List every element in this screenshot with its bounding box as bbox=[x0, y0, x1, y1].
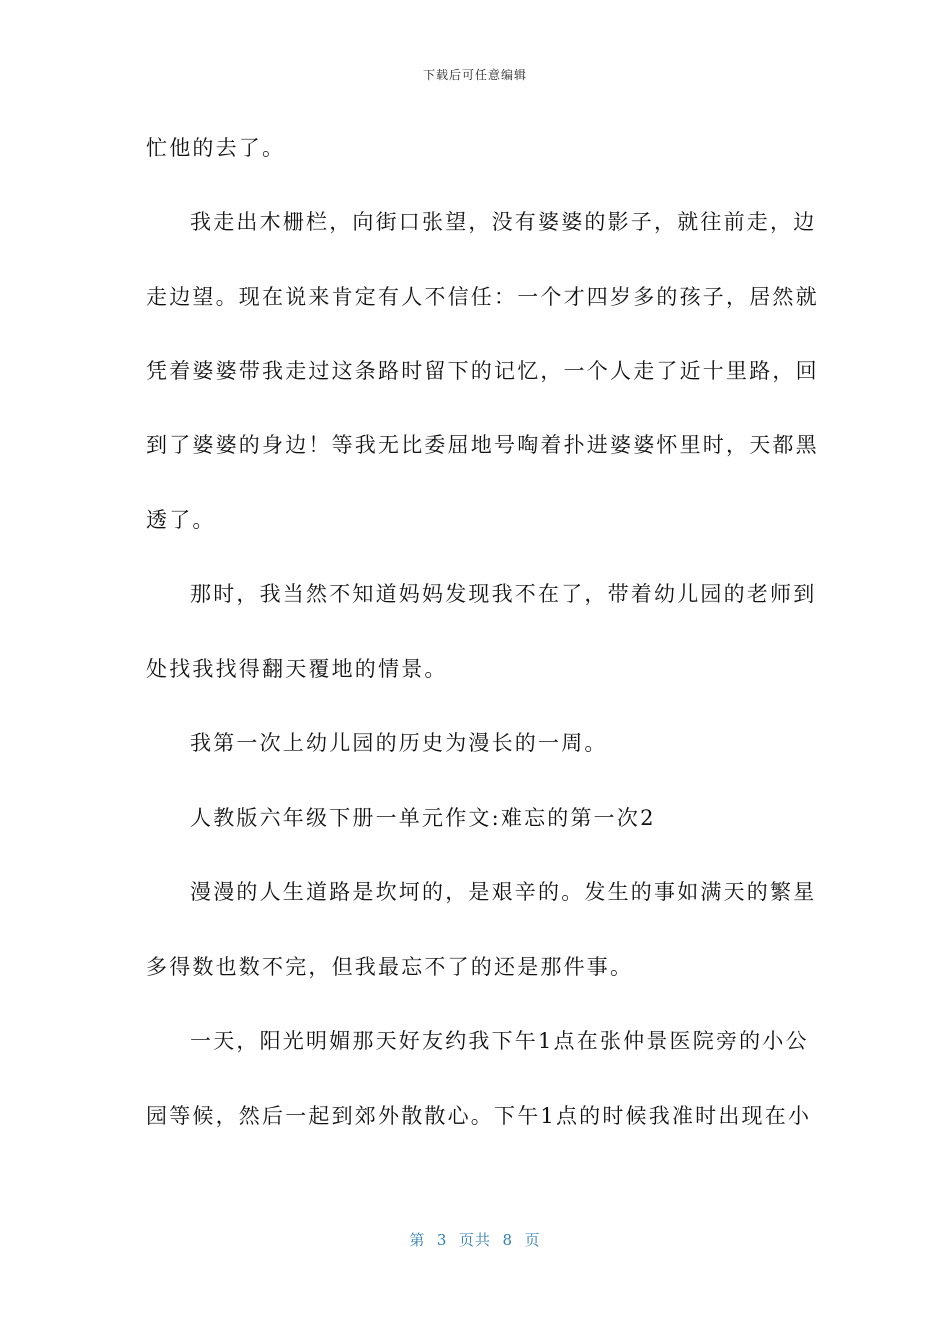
section-title: 人教版六年级下册一单元作文:难忘的第一次2 bbox=[190, 806, 656, 830]
paragraph-first-line: 漫漫的人生道路是坎坷的，是艰辛的。发生的事如满天的繁星 bbox=[190, 880, 817, 904]
paragraph-first-line: 我走出木栅栏，向街口张望，没有婆婆的影子，就往前走，边 bbox=[190, 210, 817, 234]
text-line: 到了婆婆的身边！等我无比委屈地号啕着扑进婆婆怀里时，天都黑 bbox=[146, 433, 819, 457]
text-line: 透了。 bbox=[146, 508, 216, 532]
paragraph-first-line: 一天，阳光明媚那天好友约我下午1点在张仲景医院旁的小公 bbox=[190, 1029, 809, 1053]
paragraph-first-line: 我第一次上幼儿园的历史为漫长的一周。 bbox=[190, 731, 608, 755]
text-line: 处找我找得翻天覆地的情景。 bbox=[146, 657, 448, 681]
text-line: 走边望。现在说来肯定有人不信任：一个才四岁多的孩子，居然就 bbox=[146, 285, 819, 309]
text-line: 多得数也数不完，但我最忘不了的还是那件事。 bbox=[146, 955, 634, 979]
paragraph-first-line: 那时，我当然不知道妈妈发现我不在了，带着幼儿园的老师到 bbox=[190, 582, 817, 606]
page-number-footer: 第 3 页共 8 页 bbox=[409, 1231, 541, 1249]
text-line: 园等候，然后一起到郊外散散心。下午1点的时候我准时出现在小 bbox=[146, 1104, 812, 1128]
page-header: 下载后可任意编辑 bbox=[422, 68, 527, 82]
text-line: 忙他的去了。 bbox=[146, 136, 286, 160]
text-line: 凭着婆婆带我走过这条路时留下的记忆，一个人走了近十里路，回 bbox=[146, 359, 819, 383]
